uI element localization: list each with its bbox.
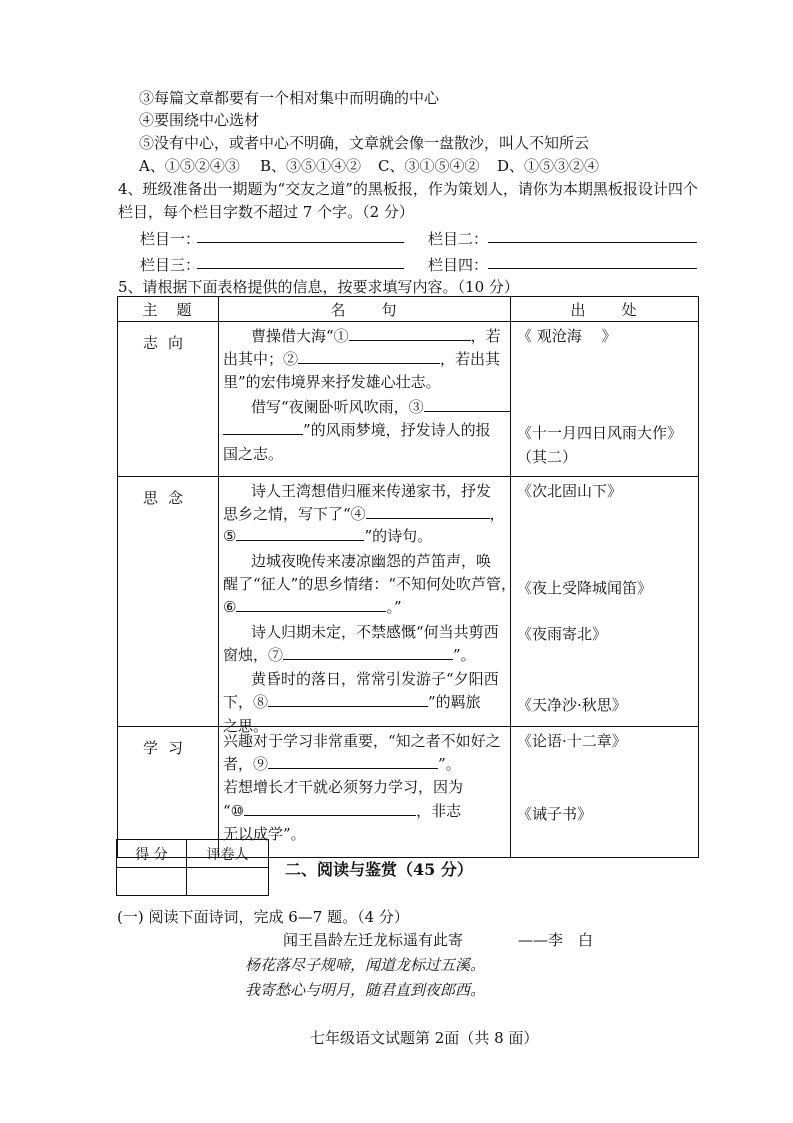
poem-author: ——李 白 bbox=[518, 931, 594, 949]
section-2-title: 二、阅读与鉴赏（45 分） bbox=[285, 860, 473, 879]
poem-title: 闻王昌龄左迁龙标遥有此寄 bbox=[283, 931, 464, 949]
blank-3b[interactable] bbox=[223, 419, 303, 435]
q3-option-b[interactable]: B、③⑤①④② bbox=[260, 157, 362, 175]
theme-cell: 思念 bbox=[118, 477, 219, 727]
column-1-input[interactable] bbox=[197, 242, 404, 243]
column-3-label: 栏目三： bbox=[140, 256, 201, 274]
header-theme: 主 题 bbox=[118, 297, 219, 322]
q3-option-d[interactable]: D、①⑤③②④ bbox=[497, 157, 600, 175]
blank-3a[interactable] bbox=[424, 396, 510, 412]
blank-2[interactable] bbox=[298, 348, 440, 364]
column-3-input[interactable] bbox=[197, 268, 404, 269]
score-input[interactable] bbox=[117, 868, 187, 896]
page-footer: 七年级语文试题第 2面（共 8 面） bbox=[310, 1029, 539, 1047]
quote-cell: 诗人王湾想借归雁来传递家书，抒发 思乡之情，写下了“④ ， ⑤ ”的诗句。 边城夜晚传来凄凉幽怨的芦笛声，唤 醒了“征人”的思乡情绪：“不知何处吹芦管， ⑥ 。” 诗人归期未定，不禁感慨“何当共剪西 窗烛，⑦ ”。 黄昏时的落日，常常引发游子“夕阳西 下，⑧ ”的羁旅 之思。 bbox=[219, 477, 511, 727]
q4-prompt-line2: 栏目，每个栏目字数不超过 7 个字。（2 分） bbox=[118, 203, 414, 221]
score-box bbox=[116, 839, 269, 896]
blank-6[interactable] bbox=[236, 596, 386, 612]
q3-item-4: ④要围绕中心选材 bbox=[139, 111, 260, 129]
header-quote: 名 句 bbox=[219, 297, 511, 322]
grader-label: 评卷人 bbox=[187, 840, 269, 868]
score-label: 得 分 bbox=[117, 840, 187, 868]
theme-cell: 学习 bbox=[118, 727, 219, 858]
q4-prompt-line1: 4、班级准备出一期题为“交友之道”的黑板报，作为策划人，请你为本期黑板报设计四个 bbox=[118, 180, 698, 198]
quotes-table bbox=[117, 296, 699, 858]
q3-option-a[interactable]: A、①⑤②④③ bbox=[139, 157, 240, 175]
table-row-longing bbox=[118, 477, 699, 727]
q5-prompt: 5、请根据下面表格提供的信息，按要求填写内容。（10 分） bbox=[118, 278, 519, 296]
poem-line-2: 我寄愁心与明月，随君直到夜郎西。 bbox=[245, 981, 486, 999]
blank-10[interactable] bbox=[244, 800, 416, 816]
poem-line-1: 杨花落尽子规啼，闻道龙标过五溪。 bbox=[245, 956, 486, 974]
column-4-label: 栏目四： bbox=[428, 256, 489, 274]
part-1-prompt: (一) 阅读下面诗词，完成 6—7 题。（4 分） bbox=[117, 908, 409, 926]
column-4-input[interactable] bbox=[488, 268, 697, 269]
column-1-label: 栏目一： bbox=[140, 230, 201, 248]
column-2-input[interactable] bbox=[488, 242, 697, 243]
blank-4[interactable] bbox=[366, 503, 490, 519]
q3-option-c[interactable]: C、③①⑤④② bbox=[378, 157, 480, 175]
source-cell: 《次北固山下》 《夜上受降城闻笛》 《夜雨寄北》 《天净沙·秋思》 bbox=[511, 477, 699, 727]
blank-9[interactable] bbox=[268, 753, 438, 769]
theme-cell: 志向 bbox=[118, 322, 219, 477]
q3-item-3: ③每篇文章都要有一个相对集中而明确的中心 bbox=[139, 89, 440, 107]
source-cell: 《论语·十二章》 《诫子书》 bbox=[511, 727, 699, 858]
column-2-label: 栏目二： bbox=[428, 230, 489, 248]
table-row-ambition bbox=[118, 322, 699, 477]
blank-5[interactable] bbox=[236, 525, 364, 541]
grader-input[interactable] bbox=[187, 868, 269, 896]
quote-cell: 兴趣对于学习非常重要，“知之者不如好之 者，⑨ ”。 若想增长才干就必须努力学习，因为 “⑩ ，非志 无以成学”。 bbox=[219, 727, 511, 858]
blank-1[interactable] bbox=[349, 325, 471, 341]
table-row-study bbox=[118, 727, 699, 858]
blank-7[interactable] bbox=[283, 644, 453, 660]
header-source: 出 处 bbox=[511, 297, 699, 322]
quote-cell: 曹操借大海“① ，若 出其中；② ，若出其 里”的宏伟境界来抒发雄心壮志。 借写“夜阑卧听风吹雨，③ ”的风雨梦境，抒发诗人的报 国之志。 bbox=[219, 322, 511, 477]
source-cell: 《 观沧海 》 《十一月四日风雨大作》 （其二） bbox=[511, 322, 699, 477]
blank-8[interactable] bbox=[268, 691, 428, 707]
q3-item-5: ⑤没有中心，或者中心不明确，文章就会像一盘散沙，叫人不知所云 bbox=[139, 134, 590, 152]
